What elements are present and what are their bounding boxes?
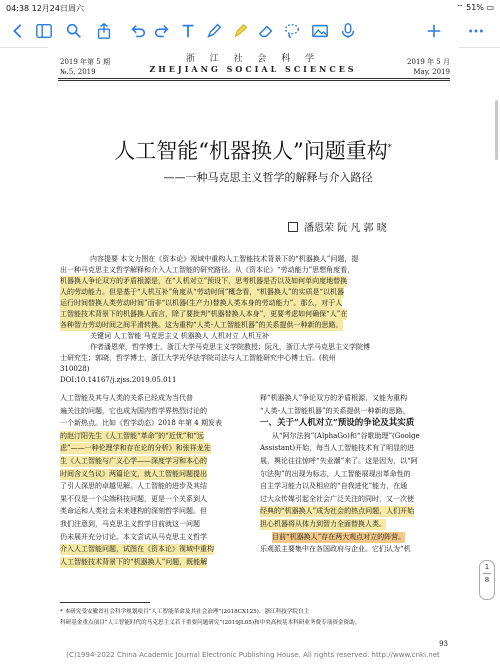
status-time-date: 04:38 12月24日周六 bbox=[6, 4, 84, 13]
body-line: 介入人工智能问题，试图在《资本论》视域中重构 bbox=[60, 545, 214, 554]
battery-icon: ▭ bbox=[486, 3, 494, 12]
body-line: 目前“机器换人”存在两大观点对立的阵营。 bbox=[272, 532, 406, 541]
article-title: 人工智能“机器换人”问题重构* bbox=[114, 139, 392, 163]
body-line: 虑”——一种伦理学和存在论的分析》和张祥龙先 bbox=[60, 444, 211, 453]
body-line: “人类-人工智能机器”的关系提供一种新的思路。 bbox=[260, 406, 410, 415]
abstract-line: 关键词 人工智能 马克思主义 机器换人 人机对立 人机互补 bbox=[90, 332, 270, 340]
body-line: 的赵汀阳先生《人工智能“革命”的“近忧”和“远 bbox=[60, 431, 204, 440]
redo-icon[interactable] bbox=[152, 21, 172, 41]
annotation-toolbar bbox=[0, 15, 500, 48]
document-page bbox=[48, 47, 458, 667]
wifi-icon: ⌔ bbox=[456, 3, 464, 12]
battery-percent: 51% bbox=[466, 3, 484, 12]
header-rule bbox=[58, 80, 450, 81]
body-line: 人工智能技术背景下的“机器换人”问题，既能解 bbox=[60, 557, 208, 566]
mic-icon[interactable] bbox=[338, 21, 358, 41]
image-icon[interactable] bbox=[310, 21, 330, 41]
footnote-line: * 本研究受安徽省社会科学规划项目“人工智能革命及其社会治理”(2018CX125)、浙江科技学院自主 bbox=[60, 609, 310, 615]
status-bar bbox=[0, 0, 500, 15]
body-line: 乐观派主要集中在各国政府与企业。它们认为“机 bbox=[260, 545, 411, 554]
body-line: 过大众传媒引起全社会广泛关注的同时，又一次使 bbox=[260, 494, 414, 503]
body-line: 了引人深思的卓越见解。人工智能的进步及其结 bbox=[60, 482, 207, 491]
article-authors: 潘恩荣 阮 凡 郭 晓 bbox=[288, 219, 387, 234]
highlighter-icon[interactable] bbox=[230, 21, 250, 41]
lasso-icon[interactable] bbox=[282, 21, 302, 41]
footnote-line: 科研基金重点项目“人工智能时代的马克思主义若干重要问题研究”(2019JL05)和中央高校基本科研业务费专项资金资助。 bbox=[60, 620, 361, 626]
page-number: 93 bbox=[439, 640, 448, 648]
more-icon[interactable] bbox=[466, 21, 486, 41]
abstract-line: 运行时间替换人类劳动时间”而非“以机器(生产力)替换人类本身的劳动能力”。那么，对于人 bbox=[60, 299, 343, 307]
article-subtitle: ——一种马克思主义哲学的解释与介入路径 bbox=[163, 171, 373, 184]
checkbox-icon bbox=[288, 222, 298, 232]
body-line: 生《人工智能与广义心学——深度学习和本心的 bbox=[60, 457, 207, 465]
body-line: 担心机器将从体力到智力全面替换人类。 bbox=[260, 520, 386, 528]
body-line: 遍关注的问题，它也成为国内哲学界热烈讨论的 bbox=[60, 406, 207, 415]
pen-icon[interactable] bbox=[204, 21, 224, 41]
body-line: 经典的“机器换人”成为社会的热点问题，人们开始 bbox=[260, 507, 415, 516]
footnote-rule bbox=[60, 602, 150, 603]
abstract-line: 作者潘恩荣，哲学博士，浙江大学马克思主义学院教授；阮凡，浙江大学马克思主义学院博 bbox=[90, 343, 370, 351]
battery-indicator bbox=[456, 3, 494, 13]
chevron-left-icon[interactable] bbox=[8, 21, 28, 41]
abstract-line: 各种智力劳动时间之间平滑转换。这为重构“人类-人工智能机器”的关系提供一种新的思路。 bbox=[60, 321, 343, 329]
journal-date: 2019 年 5 月 May, 2019 bbox=[407, 58, 450, 76]
abstract-line: 工智能技术背景下的机器换人而言，除了要批判“机器替换人本身”，更要考虑如何确保“人”在 bbox=[60, 310, 348, 318]
body-line: 从“阿尔法狗”(AlphaGo)和“谷歌助理”(Goolge bbox=[272, 431, 420, 440]
journal-issue: 2019 年第 5 期 №.5, 2019 bbox=[60, 58, 110, 76]
body-line: Assistant)开始，每当人工智能技术有了明显的进 bbox=[260, 444, 415, 453]
journal-name: 浙 江 社 会 科 学 ZHEJIANG SOCIAL SCIENCES bbox=[149, 54, 357, 74]
body-line: 一个新热点。比如《哲学动态》2018 年第 4 期发表 bbox=[60, 419, 222, 428]
body-line: 人工智能及其与人类的关系已经成为当代普 bbox=[60, 394, 193, 402]
abstract-line: 士研究生；郭晓，哲学博士，浙江大学光华法学院司法与人工智能研究中心博士后。(杭州 bbox=[60, 354, 336, 362]
page-indicator[interactable]: 1 8 bbox=[479, 560, 495, 600]
share-icon[interactable] bbox=[94, 21, 114, 41]
body-line: 自主学习能力以及相应的“自我进化”能力，在通 bbox=[260, 482, 408, 491]
body-line: 果不仅是一个尖端科技问题，更是一个关系到人 bbox=[60, 494, 207, 503]
panel-icon[interactable] bbox=[34, 21, 54, 41]
abstract-line: DOI:10.14167/j.zjss.2019.05.011 bbox=[60, 376, 177, 384]
search-icon[interactable] bbox=[64, 21, 84, 41]
body-line: 一、关于“人机对立”预设的争论及其实质 bbox=[260, 418, 415, 429]
body-line: 时间含义刍议》两篇论文，就人工智能问题提出 bbox=[60, 469, 207, 478]
body-line: 释“机器换人”争论双方的矛盾根源，又能为重构 bbox=[260, 394, 408, 402]
abstract-line: 人的劳动能力。但是基于“人机互补”角度从“劳动时间”概念看，“机器换人”的实质是“以机器 bbox=[60, 288, 345, 296]
scrollbar[interactable] bbox=[495, 100, 498, 160]
add-page-icon[interactable] bbox=[424, 21, 444, 41]
eraser-icon[interactable] bbox=[256, 21, 276, 41]
body-line: 展，舆论往往惊呼“失业潮”来了。这是因为，以“阿 bbox=[260, 457, 418, 465]
body-line: 仍未展开充分讨论。本文尝试从马克思主义哲学 bbox=[60, 532, 207, 541]
abstract-line: 内容提要 本文力图在《资本论》视域中重构人工智能技术背景下的“机器换人”问题，提 bbox=[90, 255, 359, 263]
body-line: 我们注意到，马克思主义哲学目前就这一问题 bbox=[60, 520, 200, 528]
header-rule bbox=[58, 78, 450, 79]
undo-icon[interactable] bbox=[128, 21, 148, 41]
abstract-line: 出一种马克思主义哲学解释和介入人工智能的研究路径。从《资本论》“劳动能力”思想角度看， bbox=[60, 266, 355, 274]
body-line: 类命运和人类社会未来建构的深刻哲学问题。但 bbox=[60, 507, 207, 516]
body-line: 尔法狗”的出现为标志，人工智能展现出革命性的 bbox=[260, 469, 411, 478]
abstract-line: 机器换人争论双方的矛盾根源是，在“人机对立”预设下，思考机器是否以及如何单向度地替换 bbox=[60, 277, 348, 285]
copyright-line: (C)1994-2022 China Academic Journal Electronic Publishing House. All rights reserved. http://www.cnki.net bbox=[66, 651, 440, 659]
abstract-line: 310028) bbox=[60, 365, 90, 373]
text-tool-icon[interactable] bbox=[178, 21, 198, 41]
